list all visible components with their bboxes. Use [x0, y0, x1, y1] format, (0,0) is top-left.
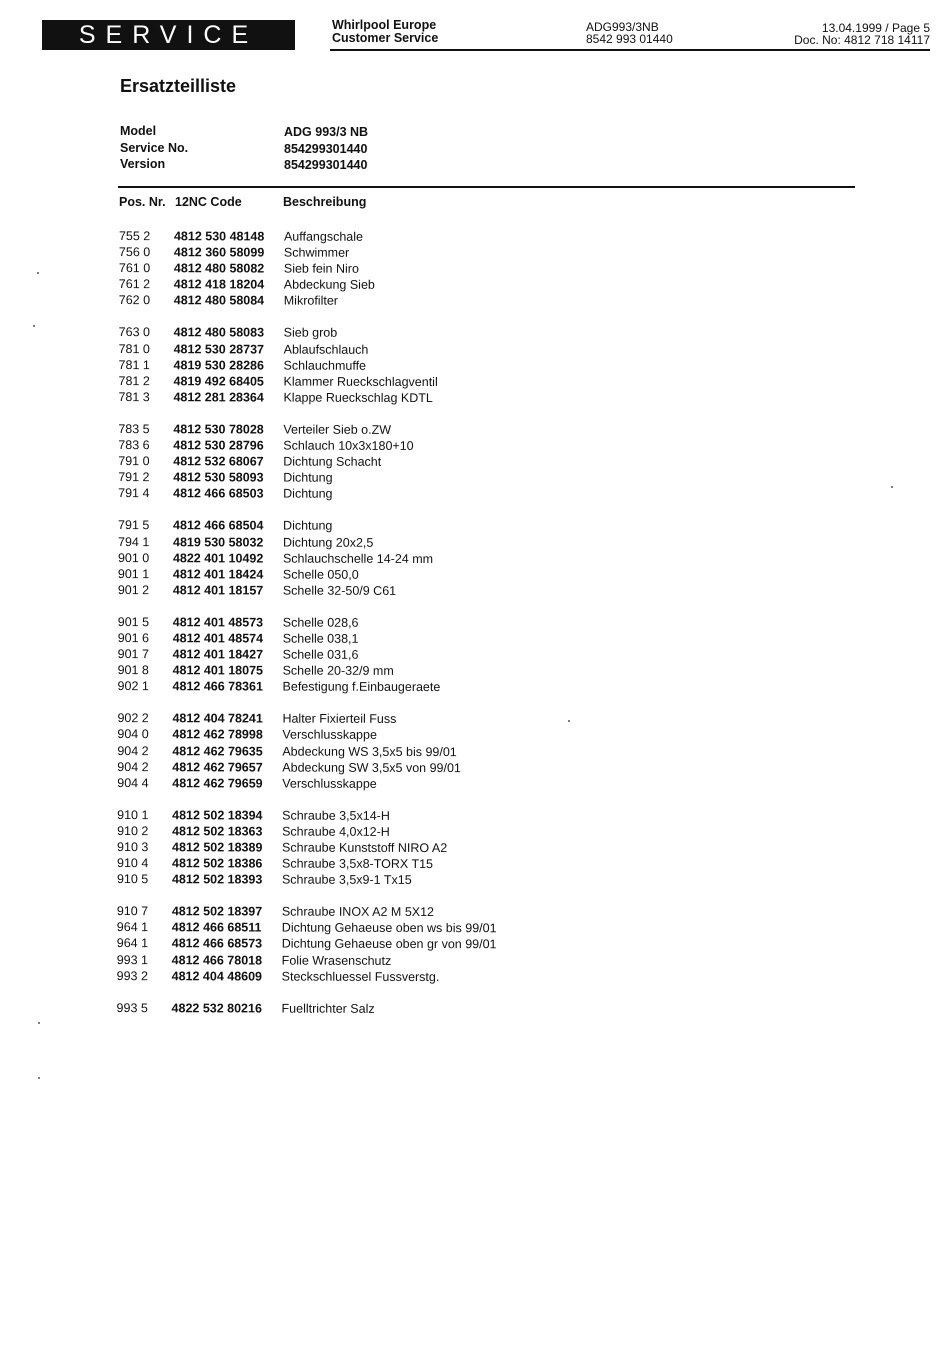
company-line-1: Whirlpool Europe: [332, 18, 437, 32]
part-position: 761 2: [118, 277, 151, 292]
part-description: Sieb fein Niro: [283, 261, 359, 276]
part-description: Schwimmer: [283, 245, 350, 260]
part-code: 4812 502 18394: [172, 808, 263, 823]
part-description: Klammer Rueckschlagventil: [283, 374, 438, 389]
scan-speck: [38, 1077, 40, 1079]
part-code: 4812 404 48609: [171, 968, 263, 984]
part-position: 791 0: [118, 454, 150, 469]
part-code: 4812 401 18427: [172, 647, 264, 662]
part-position: 993 2: [116, 968, 148, 983]
table-row: [108, 726, 608, 744]
part-description: Verteiler Sieb o.ZW: [283, 422, 392, 437]
table-row: [109, 485, 609, 503]
part-position: 910 1: [117, 807, 149, 822]
table-row: [109, 582, 609, 600]
part-code: 4812 480 58083: [173, 325, 265, 340]
header-service-number: 8542 993 01440: [586, 32, 673, 46]
table-row: [110, 260, 610, 278]
header-date-doc: [794, 22, 930, 46]
part-position: 791 2: [118, 470, 150, 485]
part-description: Dichtung: [283, 470, 333, 485]
part-code: 4812 466 68503: [173, 486, 264, 501]
part-position: 755 2: [118, 229, 151, 244]
part-code: 4812 401 18075: [172, 663, 264, 678]
part-description: Schraube 3,5x9-1 Tx15: [281, 872, 412, 888]
service-no-value: 854299301440: [284, 141, 368, 156]
part-description: Schelle 050,0: [282, 567, 359, 582]
part-position: 993 1: [116, 952, 149, 967]
table-row: [109, 630, 609, 648]
part-code: 4812 466 78018: [171, 952, 263, 968]
table-row: [109, 646, 609, 664]
part-code: 4812 530 28796: [173, 438, 264, 453]
table-row: [109, 614, 609, 632]
table-row: [108, 775, 608, 793]
service-no-label: Service No.: [120, 140, 189, 155]
part-code: 4812 401 18157: [172, 582, 264, 598]
part-code: 4812 418 18204: [173, 277, 265, 292]
part-code: 4812 480 58082: [173, 261, 265, 276]
scan-speck: [38, 1022, 40, 1024]
part-code: 4812 462 79659: [172, 775, 263, 791]
part-description: Sieb grob: [283, 326, 338, 341]
part-code: 4812 466 68504: [173, 518, 264, 533]
part-position: 756 0: [118, 245, 151, 260]
part-position: 901 2: [117, 582, 150, 597]
table-row: [110, 324, 610, 342]
column-header-code: 12NC Code: [175, 195, 242, 209]
part-position: 904 4: [117, 775, 149, 790]
part-description: Schraube INOX A2 M 5X12: [281, 904, 435, 920]
header-model-code: ADG993/3NB: [586, 20, 659, 34]
part-code: 4812 462 79657: [172, 759, 263, 775]
table-row: [110, 244, 610, 262]
scan-speck: [33, 325, 35, 327]
part-code: 4812 466 68573: [171, 936, 263, 951]
part-code: 4819 492 68405: [173, 373, 264, 389]
part-description: Schelle 028,6: [282, 615, 359, 630]
part-description: Abdeckung Sieb: [283, 277, 375, 293]
part-position: 781 0: [118, 341, 150, 356]
part-description: Steckschluessel Fussverstg.: [281, 969, 440, 984]
header-model: [586, 21, 673, 45]
version-value: 854299301440: [284, 158, 368, 172]
part-code: 4812 401 48573: [172, 615, 264, 630]
part-position: 783 6: [118, 438, 150, 453]
part-description: Schraube 3,5x8-TORX T15: [281, 856, 434, 872]
part-code: 4812 462 78998: [172, 727, 263, 742]
meta-divider: [118, 186, 855, 188]
part-position: 794 1: [117, 534, 150, 549]
table-row: [108, 855, 608, 873]
part-position: 902 1: [117, 679, 149, 694]
company-name: [332, 19, 438, 45]
part-position: 762 0: [118, 293, 151, 308]
part-description: Verschlusskappe: [282, 727, 377, 743]
part-description: Schlauch 10x3x180+10: [283, 438, 414, 453]
part-position: 910 2: [117, 823, 149, 839]
table-row: [109, 566, 609, 584]
part-position: 761 0: [118, 261, 151, 276]
header-date-page: 13.04.1999 / Page 5: [821, 21, 930, 35]
table-row: [109, 662, 609, 680]
part-code: 4812 401 18424: [172, 566, 264, 582]
part-description: Abdeckung SW 3,5x5 von 99/01: [282, 760, 461, 775]
part-position: 910 3: [117, 840, 149, 855]
part-position: 910 4: [116, 856, 149, 871]
table-row: [110, 357, 610, 375]
part-code: 4812 530 48148: [173, 229, 265, 244]
table-row: [110, 341, 610, 359]
part-description: Dichtung Gehaeuse oben gr von 99/01: [281, 937, 497, 952]
page-title: Ersatzteilliste: [120, 76, 237, 96]
part-code: 4822 532 80216: [171, 1000, 262, 1016]
table-row: [109, 533, 609, 551]
table-row: [108, 919, 608, 937]
part-position: 901 5: [117, 614, 150, 629]
model-value: ADG 993/3 NB: [284, 125, 369, 139]
part-code: 4812 404 78241: [172, 711, 263, 726]
part-position: 901 1: [117, 566, 150, 581]
table-row: [108, 743, 608, 761]
model-label: Model: [120, 124, 157, 138]
part-code: 4812 401 48574: [172, 631, 264, 646]
part-code: 4812 480 58084: [173, 293, 265, 308]
part-description: Dichtung: [283, 518, 333, 534]
part-code: 4812 502 18363: [172, 824, 263, 839]
part-position: 763 0: [118, 325, 150, 340]
part-position: 904 2: [117, 743, 149, 758]
table-row: [109, 421, 609, 439]
table-row: [108, 1000, 608, 1018]
part-description: Schelle 20-32/9 mm: [282, 663, 394, 679]
header-divider: [330, 49, 930, 51]
meta-labels: [120, 123, 188, 173]
part-position: 904 0: [117, 727, 149, 742]
part-position: 993 5: [116, 1000, 148, 1015]
part-position: 964 1: [116, 920, 149, 935]
scan-speck: [37, 272, 39, 274]
table-row: [108, 935, 608, 953]
part-position: 904 2: [117, 759, 149, 774]
table-row: [108, 968, 608, 986]
part-description: Verschlusskappe: [282, 776, 377, 791]
header-doc-number: Doc. No: 4812 718 14117: [794, 33, 930, 47]
part-description: Abdeckung WS 3,5x5 bis 99/01: [282, 744, 457, 759]
part-position: 781 2: [118, 373, 150, 388]
part-position: 901 0: [117, 550, 150, 565]
part-code: 4812 466 68511: [171, 920, 262, 935]
part-code: 4812 462 79635: [172, 743, 263, 759]
part-description: Halter Fixierteil Fuss: [282, 711, 397, 727]
table-row: [109, 550, 609, 568]
part-position: 901 7: [117, 647, 149, 662]
part-description: Ablaufschlauch: [283, 342, 369, 357]
table-row: [109, 437, 609, 455]
part-description: Mikrofilter: [283, 293, 338, 309]
part-position: 781 1: [118, 357, 150, 372]
table-row: [110, 228, 610, 246]
table-row: [109, 453, 609, 471]
part-description: Fuelltrichter Salz: [281, 1001, 375, 1016]
meta-values: [284, 124, 368, 174]
table-row: [108, 952, 608, 970]
part-position: 783 5: [118, 421, 150, 437]
part-description: Klappe Rueckschlag KDTL: [283, 390, 433, 405]
part-position: 902 2: [117, 711, 149, 726]
part-code: 4812 502 18389: [172, 840, 263, 855]
service-banner: SERVICE: [42, 20, 295, 50]
table-row: [108, 839, 608, 857]
table-row: [109, 373, 609, 391]
table-row: [110, 276, 610, 294]
table-row: [109, 517, 609, 535]
table-row: [109, 389, 609, 407]
part-position: 964 1: [116, 936, 149, 951]
table-row: [108, 759, 608, 777]
scan-speck: [891, 486, 893, 488]
table-row: [109, 678, 609, 696]
part-code: 4822 401 10492: [172, 550, 264, 566]
part-code: 4819 530 28286: [173, 357, 264, 373]
table-row: [110, 292, 610, 310]
part-description: Dichtung: [283, 486, 333, 502]
table-row: [108, 807, 608, 825]
table-row: [109, 469, 609, 487]
part-code: 4819 530 58032: [172, 534, 264, 549]
part-description: Schraube Kunststoff NIRO A2: [282, 840, 448, 856]
part-description: Schelle 031,6: [282, 647, 359, 662]
part-code: 4812 502 18386: [171, 856, 263, 871]
part-code: 4812 530 78028: [173, 422, 264, 437]
part-description: Dichtung 20x2,5: [282, 535, 374, 550]
part-position: 791 5: [118, 518, 150, 533]
part-code: 4812 466 78361: [172, 679, 263, 694]
part-position: 791 4: [118, 486, 150, 501]
part-position: 901 8: [117, 663, 149, 678]
part-description: Dichtung Schacht: [283, 454, 382, 469]
part-code: 4812 502 18397: [171, 904, 263, 919]
part-description: Schelle 038,1: [282, 631, 359, 646]
column-header-pos: Pos. Nr.: [119, 195, 166, 209]
part-description: Schelle 32-50/9 C61: [282, 583, 397, 598]
scan-speck: [568, 720, 570, 722]
part-description: Schraube 3,5x14-H: [282, 808, 390, 823]
version-label: Version: [120, 157, 166, 171]
table-row: [108, 871, 608, 889]
column-header-description: Beschreibung: [283, 195, 367, 209]
part-code: 4812 530 58093: [173, 470, 264, 485]
table-row: [108, 903, 608, 921]
part-description: Auffangschale: [283, 229, 363, 244]
part-description: Schlauchmuffe: [283, 358, 367, 373]
part-code: 4812 530 28737: [173, 341, 265, 357]
table-row: [108, 710, 608, 728]
part-code: 4812 532 68067: [173, 454, 264, 469]
part-position: 901 6: [117, 630, 150, 646]
company-line-2: Customer Service: [332, 31, 439, 45]
part-description: Schlauchschelle 14-24 mm: [282, 551, 434, 566]
part-position: 910 7: [116, 904, 149, 919]
part-description: Befestigung f.Einbaugeraete: [282, 679, 441, 695]
part-position: 910 5: [116, 872, 149, 887]
table-row: [108, 823, 608, 841]
part-position: 781 3: [118, 389, 150, 404]
part-code: 4812 360 58099: [173, 245, 265, 260]
part-description: Dichtung Gehaeuse oben ws bis 99/01: [281, 920, 497, 936]
part-code: 4812 281 28364: [173, 390, 264, 405]
part-description: Schraube 4,0x12-H: [282, 824, 390, 839]
part-code: 4812 502 18393: [171, 872, 263, 887]
parts-list: [108, 228, 610, 1017]
part-description: Folie Wrasenschutz: [281, 953, 392, 968]
